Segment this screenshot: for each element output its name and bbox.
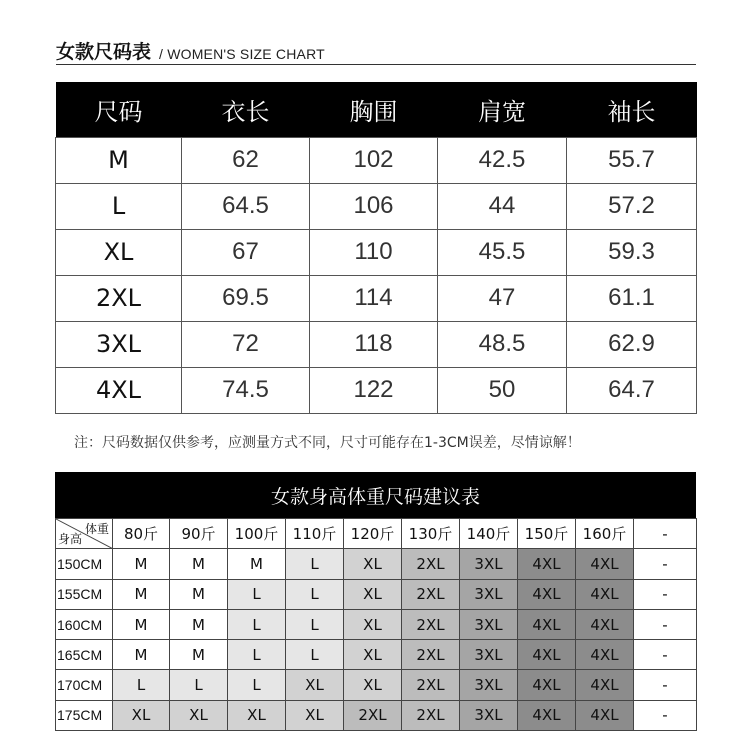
size-recommendation-cell: 4XL [576, 579, 634, 609]
size-recommendation-cell: 4XL [576, 609, 634, 639]
weight-header-cell: 150斤 [518, 519, 576, 549]
size-recommendation-cell: XL [286, 670, 344, 700]
size-recommendation-cell: M [113, 549, 170, 579]
title-underline [56, 64, 696, 65]
size-header-cell: 袖长 [567, 82, 697, 137]
measurement-cell: 69.5 [182, 275, 310, 321]
table-row [56, 700, 697, 730]
height-label-cell: 155CM [56, 579, 113, 609]
size-recommendation-cell: 3XL [460, 609, 518, 639]
measurement-cell: 44 [438, 183, 567, 229]
measurement-cell: 110 [310, 229, 438, 275]
size-recommendation-cell: 3XL [460, 640, 518, 670]
measurement-cell: 118 [310, 321, 438, 367]
height-label-cell: 170CM [56, 670, 113, 700]
table-row [56, 183, 697, 229]
size-label-cell: 3XL [56, 321, 182, 367]
size-recommendation-cell: L [286, 640, 344, 670]
size-recommendation-cell: 4XL [518, 609, 576, 639]
size-recommendation-cell: 2XL [402, 609, 460, 639]
measurement-cell: 74.5 [182, 367, 310, 413]
size-label-cell: M [56, 137, 182, 183]
title-english: / WOMEN'S SIZE CHART [159, 46, 325, 62]
size-recommendation-cell: 4XL [576, 640, 634, 670]
size-recommendation-cell: M [170, 549, 228, 579]
weight-header-cell: 120斤 [344, 519, 402, 549]
measurement-cell: 106 [310, 183, 438, 229]
height-label-cell: 165CM [56, 640, 113, 670]
size-recommendation-cell: 2XL [344, 700, 402, 730]
size-recommendation-cell: M [113, 609, 170, 639]
height-label-cell: 175CM [56, 700, 113, 730]
size-recommendation-cell: 4XL [518, 670, 576, 700]
size-header-cell: 尺码 [56, 82, 182, 137]
size-chart-table [55, 82, 697, 414]
size-recommendation-cell: XL [344, 670, 402, 700]
corner-cell [56, 519, 113, 549]
table-row [56, 640, 697, 670]
corner-height-label: 身高 [58, 532, 83, 547]
size-recommendation-cell: M [228, 549, 286, 579]
size-recommendation-cell: 2XL [402, 700, 460, 730]
size-recommendation-cell: L [228, 609, 286, 639]
measurement-cell: 122 [310, 367, 438, 413]
measurement-cell: 67 [182, 229, 310, 275]
size-recommendation-cell: L [286, 549, 344, 579]
table-row [56, 670, 697, 700]
size-header-cell: 衣长 [182, 82, 310, 137]
table-row [56, 367, 697, 413]
weight-header-cell: 110斤 [286, 519, 344, 549]
size-chart-header-row [56, 82, 697, 137]
weight-header-cell: 160斤 [576, 519, 634, 549]
measurement-cell: 102 [310, 137, 438, 183]
title-chinese: 女款尺码表 [56, 41, 152, 63]
size-recommendation-cell: 4XL [518, 640, 576, 670]
measurement-cell: 62.9 [567, 321, 697, 367]
recommendation-weight-row [56, 519, 697, 549]
size-recommendation-cell: XL [170, 700, 228, 730]
size-recommendation-cell: XL [344, 549, 402, 579]
measurement-cell: 59.3 [567, 229, 697, 275]
recommendation-table [55, 518, 697, 731]
size-chart-body [56, 137, 697, 413]
weight-header-cell: - [634, 519, 697, 549]
measurement-cell: 61.1 [567, 275, 697, 321]
measurement-cell: 42.5 [438, 137, 567, 183]
size-recommendation-cell: - [634, 549, 697, 579]
size-recommendation-cell: L [286, 579, 344, 609]
weight-header-cell: 90斤 [170, 519, 228, 549]
size-recommendation-cell: XL [344, 609, 402, 639]
size-recommendation-cell: XL [344, 640, 402, 670]
measurement-cell: 57.2 [567, 183, 697, 229]
size-recommendation-cell: M [113, 640, 170, 670]
measurement-cell: 45.5 [438, 229, 567, 275]
measurement-cell: 55.7 [567, 137, 697, 183]
size-recommendation-cell: - [634, 700, 697, 730]
size-label-cell: 2XL [56, 275, 182, 321]
size-recommendation-cell: 3XL [460, 549, 518, 579]
size-recommendation-cell: 3XL [460, 700, 518, 730]
size-recommendation-cell: - [634, 579, 697, 609]
table-row [56, 609, 697, 639]
recommendation-title: 女款身高体重尺码建议表 [55, 472, 696, 518]
size-recommendation-cell: M [170, 609, 228, 639]
size-recommendation-cell: 4XL [576, 549, 634, 579]
size-recommendation-cell: XL [286, 700, 344, 730]
size-recommendation-cell: L [228, 640, 286, 670]
size-recommendation-cell: L [113, 670, 170, 700]
size-recommendation-cell: L [286, 609, 344, 639]
size-recommendation-cell: 2XL [402, 549, 460, 579]
size-recommendation-cell: 4XL [518, 700, 576, 730]
size-header-cell: 肩宽 [438, 82, 567, 137]
weight-header-cell: 80斤 [113, 519, 170, 549]
height-label-cell: 160CM [56, 609, 113, 639]
measurement-cell: 48.5 [438, 321, 567, 367]
measurement-cell: 64.5 [182, 183, 310, 229]
size-recommendation-cell: XL [344, 579, 402, 609]
size-recommendation-cell: 4XL [576, 670, 634, 700]
size-recommendation-cell: XL [113, 700, 170, 730]
corner-weight-label: 体重 [84, 522, 109, 536]
measurement-cell: 72 [182, 321, 310, 367]
table-row [56, 549, 697, 579]
weight-header-cell: 130斤 [402, 519, 460, 549]
size-recommendation-cell: 4XL [576, 700, 634, 730]
size-recommendation-cell: M [170, 640, 228, 670]
measurement-cell: 64.7 [567, 367, 697, 413]
size-recommendation-cell: 2XL [402, 640, 460, 670]
size-recommendation-cell: 3XL [460, 579, 518, 609]
size-recommendation-cell: L [228, 670, 286, 700]
page-title [56, 34, 325, 64]
table-row [56, 579, 697, 609]
measurement-cell: 47 [438, 275, 567, 321]
size-label-cell: 4XL [56, 367, 182, 413]
weight-header-cell: 100斤 [228, 519, 286, 549]
size-recommendation-cell: 4XL [518, 579, 576, 609]
size-recommendation-cell: 4XL [518, 549, 576, 579]
size-recommendation-cell: 2XL [402, 579, 460, 609]
size-recommendation-cell: M [170, 579, 228, 609]
size-recommendation-cell: L [170, 670, 228, 700]
size-label-cell: L [56, 183, 182, 229]
size-recommendation-cell: L [228, 579, 286, 609]
size-header-cell: 胸围 [310, 82, 438, 137]
size-recommendation-cell: 3XL [460, 670, 518, 700]
measurement-cell: 62 [182, 137, 310, 183]
table-row [56, 321, 697, 367]
size-recommendation-cell: XL [228, 700, 286, 730]
measurement-cell: 114 [310, 275, 438, 321]
size-label-cell: XL [56, 229, 182, 275]
height-label-cell: 150CM [56, 549, 113, 579]
size-recommendation-cell: - [634, 670, 697, 700]
table-row [56, 229, 697, 275]
measurement-note: 注：尺码数据仅供参考，应测量方式不同，尺寸可能存在1-3CM误差，尽情谅解！ [74, 435, 581, 451]
table-row [56, 275, 697, 321]
size-recommendation-cell: 2XL [402, 670, 460, 700]
size-recommendation-cell: - [634, 640, 697, 670]
size-recommendation-cell: - [634, 609, 697, 639]
measurement-cell: 50 [438, 367, 567, 413]
size-recommendation-cell: M [113, 579, 170, 609]
weight-header-cell: 140斤 [460, 519, 518, 549]
table-row [56, 137, 697, 183]
